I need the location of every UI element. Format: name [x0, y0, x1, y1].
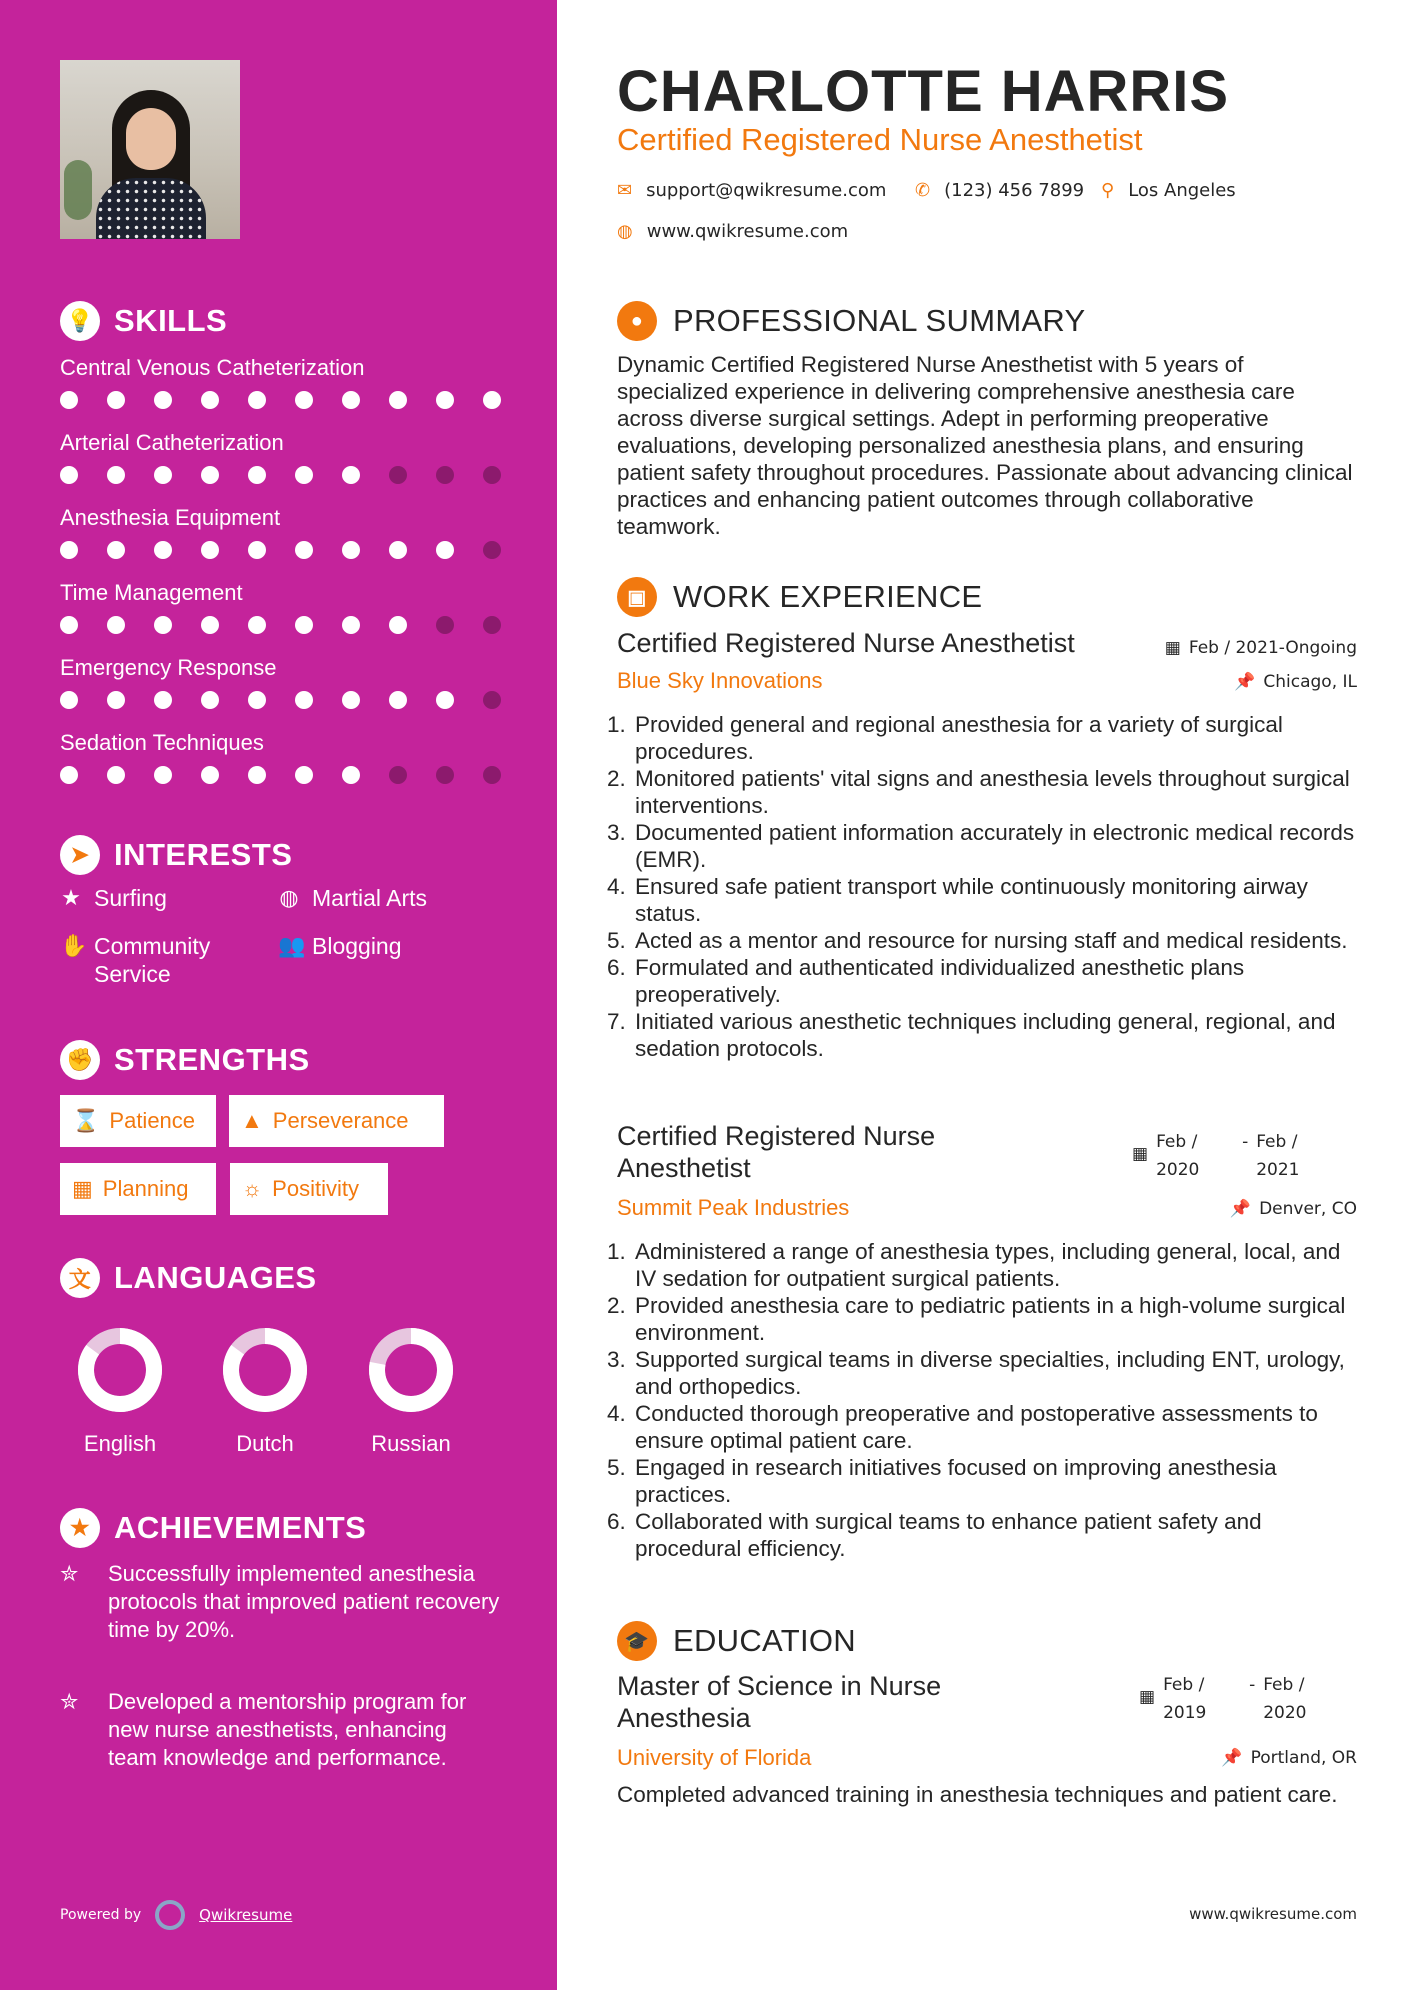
skill-dot [248, 766, 266, 784]
strengths-heading: ✊ STRENGTHS [60, 1040, 310, 1080]
skill-dot [60, 391, 78, 409]
skill-dot [483, 466, 501, 484]
powered-by: Powered by Qwikresume [60, 1900, 292, 1930]
duty-item: Conducted thorough preoperative and postoperative assessments to ensure optimal patient care. [635, 1401, 1318, 1453]
skill-dot [154, 391, 172, 409]
skill-level-dots [60, 691, 501, 709]
brand-link[interactable]: Qwikresume [199, 1906, 293, 1924]
skill-dot [154, 616, 172, 634]
skill-dot [483, 691, 501, 709]
job-location: 📌 Chicago, IL [1234, 672, 1357, 692]
skill-name: Sedation Techniques [60, 730, 264, 755]
skill-dot [154, 466, 172, 484]
skill-dot [248, 691, 266, 709]
skill-dot [436, 691, 454, 709]
language-level-ring [220, 1325, 310, 1415]
users-icon: 👥 [278, 933, 306, 958]
achievement-item: ✮ Developed a mentorship program for new nurse anesthetists, enhancing team knowledge and performance. [60, 1689, 467, 1770]
strength-badge: ☼ Positivity [230, 1163, 388, 1215]
skill-dot [389, 391, 407, 409]
interest-item: ✋ Community Service [60, 933, 211, 987]
company-name: Blue Sky Innovations [617, 668, 823, 693]
job-title: Certified Registered Nurse Anesthetist [617, 1121, 936, 1183]
achievements-heading: ★ ACHIEVEMENTS [60, 1508, 366, 1548]
duty-item: Provided general and regional anesthesia for a variety of surgical procedures. [635, 712, 1283, 764]
pin-icon: 📌 [1221, 1748, 1243, 1768]
skill-level-dots [60, 616, 501, 634]
qwikresume-logo-icon [155, 1900, 185, 1930]
star-icon: ★ [61, 885, 81, 910]
skill-dot [295, 691, 313, 709]
shooting-star-icon: ✮ [60, 1689, 79, 1714]
skill-level-dots [60, 391, 501, 409]
skill-dot [295, 541, 313, 559]
duty-item: Supported surgical teams in diverse specialties, including ENT, urology, and orthopedics. [635, 1347, 1345, 1399]
email-contact[interactable]: ✉ support@qwikresume.com [617, 180, 887, 201]
education-dates: ▦ Feb / 2019 - Feb / 2020 [1139, 1675, 1307, 1723]
skill-dot [201, 541, 219, 559]
job-duties [617, 711, 1357, 1062]
duty-item: Ensured safe patient transport while continuously monitoring airway status. [635, 874, 1308, 926]
footer-url[interactable]: www.qwikresume.com [1189, 1905, 1357, 1923]
degree-title: Master of Science in Nurse Anesthesia [617, 1671, 942, 1733]
duty-item: Documented patient information accurately in electronic medical records (EMR). [635, 820, 1355, 872]
language-level-ring [75, 1325, 165, 1415]
duty-item: Monitored patients' vital signs and anesthesia levels throughout surgical interventions. [635, 766, 1350, 818]
job-dates: ▦ Feb / 2021-Ongoing [1164, 638, 1357, 658]
experience-heading: ▣ WORK EXPERIENCE [617, 577, 982, 617]
skill-dot [389, 616, 407, 634]
skill-dot [342, 466, 360, 484]
skill-name: Emergency Response [60, 655, 277, 680]
skills-heading: 💡 SKILLS [60, 301, 227, 341]
strength-badge: ▦ Planning [60, 1163, 216, 1215]
language-name: Russian [371, 1431, 451, 1456]
location-contact: ⚲ Los Angeles [1101, 180, 1236, 201]
hourglass-icon: ⌛ [72, 1108, 100, 1133]
user-icon: ● [617, 301, 657, 341]
skill-dot [248, 616, 266, 634]
sidebar [0, 0, 557, 1990]
summary-text: Dynamic Certified Registered Nurse Anesthetist with 5 years of specialized experience in delivering comprehensive anesthesia care across diverse surgical settings. Adept in performing preoperative evaluations, developing personalized anesthesia plans, and ensuring patient safety throughout procedures. Passionate about advancing clinical practices and enhancing patient outcomes through collaborative teamwork. [617, 352, 1353, 539]
skill-dot [154, 691, 172, 709]
education-location: 📌 Portland, OR [1221, 1748, 1357, 1768]
company-name: Summit Peak Industries [617, 1195, 850, 1220]
job-location: 📌 Denver, CO [1229, 1199, 1357, 1219]
skill-name: Time Management [60, 580, 243, 605]
candidate-role: Certified Registered Nurse Anesthetist [617, 122, 1143, 157]
skill-dot [342, 691, 360, 709]
skill-dot [107, 691, 125, 709]
skill-dot [107, 766, 125, 784]
shooting-star-icon: ✮ [60, 1561, 79, 1586]
strength-badge: ⌛ Patience [60, 1095, 216, 1147]
skill-level-dots [60, 766, 501, 784]
interest-item: 👥 Blogging [278, 933, 402, 959]
language-icon: 文 [60, 1258, 100, 1298]
language-name: English [83, 1431, 157, 1456]
skill-dot [107, 466, 125, 484]
phone-icon: ✆ [915, 180, 931, 201]
language-level-ring [366, 1325, 456, 1415]
school-name: University of Florida [617, 1745, 812, 1770]
skill-dot [60, 616, 78, 634]
interest-item: ★ Surfing [61, 885, 167, 911]
website-contact[interactable]: ◍ www.qwikresume.com [617, 221, 849, 242]
lightbulb-icon: 💡 [60, 301, 100, 341]
language-item [356, 1325, 466, 1457]
phone-contact[interactable]: ✆ (123) 456 7899 [915, 180, 1085, 201]
skill-dot [389, 541, 407, 559]
skill-dot [342, 766, 360, 784]
skill-dot [436, 466, 454, 484]
language-name: Dutch [236, 1431, 294, 1456]
skill-dot [342, 616, 360, 634]
job-dates: ▦ Feb / 2020 - Feb / 2021 [1132, 1132, 1300, 1180]
graduation-cap-icon: 🎓 [617, 1621, 657, 1661]
skill-dot [295, 391, 313, 409]
globe-icon: ◍ [617, 221, 633, 242]
skill-dot [60, 766, 78, 784]
skill-dot [295, 766, 313, 784]
skill-dot [248, 541, 266, 559]
skill-dot [436, 616, 454, 634]
calendar-icon: ▦ [1132, 1144, 1149, 1164]
job-title: Certified Registered Nurse Anesthetist [617, 628, 1075, 658]
duty-item: Engaged in research initiatives focused on improving anesthesia practices. [635, 1455, 1277, 1507]
education-heading: 🎓 EDUCATION [617, 1621, 856, 1661]
skill-dot [295, 466, 313, 484]
skill-dot [436, 541, 454, 559]
skill-dot [201, 691, 219, 709]
candidate-name: CHARLOTTE HARRIS [617, 59, 1230, 124]
skill-dot [295, 616, 313, 634]
skill-dot [60, 466, 78, 484]
pin-icon: 📌 [1229, 1199, 1252, 1219]
summary-heading: ● PROFESSIONAL SUMMARY [617, 301, 1086, 341]
skill-dot [107, 541, 125, 559]
skill-dot [201, 391, 219, 409]
languages-heading: 文 LANGUAGES [60, 1258, 317, 1298]
calendar-icon: ▦ [72, 1176, 93, 1201]
skill-dot [107, 616, 125, 634]
skill-dot [483, 766, 501, 784]
skill-dot [107, 391, 125, 409]
achievement-item: ✮ Successfully implemented anesthesia protocols that improved patient recovery time by 20%. [60, 1561, 500, 1642]
skill-level-dots [60, 541, 501, 559]
skill-dot [154, 766, 172, 784]
skill-dot [342, 391, 360, 409]
skill-dot [201, 466, 219, 484]
skill-name: Anesthesia Equipment [60, 505, 281, 530]
envelope-icon: ✉ [617, 180, 633, 201]
duty-item: Formulated and authenticated individualized anesthetic plans preoperatively. [635, 955, 1245, 1007]
profile-photo [60, 60, 240, 239]
skill-name: Arterial Catheterization [60, 430, 284, 455]
strength-badge: ▲ Perseverance [229, 1095, 444, 1147]
skill-dot [389, 766, 407, 784]
skill-dot [389, 466, 407, 484]
skill-dot [342, 541, 360, 559]
job-duties [617, 1238, 1357, 1562]
globe-icon: ◍ [279, 885, 299, 910]
skill-dot [248, 466, 266, 484]
skill-dot [248, 391, 266, 409]
paper-plane-icon: ➤ [60, 835, 100, 875]
calendar-icon: ▦ [1139, 1687, 1156, 1707]
interest-item: ◍ Martial Arts [279, 885, 428, 911]
sun-icon: ☼ [242, 1176, 263, 1201]
language-item [65, 1325, 175, 1457]
duty-item: Administered a range of anesthesia types, including general, local, and IV sedation for outpatient surgical patients. [635, 1239, 1341, 1291]
interests-heading: ➤ INTERESTS [60, 835, 292, 875]
skill-dot [483, 541, 501, 559]
medal-icon: ★ [60, 1508, 100, 1548]
skill-dot [389, 691, 407, 709]
pin-icon: 📌 [1234, 672, 1256, 692]
hand-icon: ✋ [60, 933, 88, 958]
duty-item: Initiated various anesthetic techniques including general, regional, and sedation protocols. [635, 1009, 1336, 1061]
skill-dot [483, 391, 501, 409]
language-item [210, 1325, 320, 1457]
skill-level-dots [60, 466, 501, 484]
skill-dot [60, 691, 78, 709]
duty-item: Acted as a mentor and resource for nursing staff and medical residents. [635, 928, 1348, 953]
skill-name: Central Venous Catheterization [60, 355, 365, 380]
skill-dot [60, 541, 78, 559]
calendar-icon: ▦ [1164, 638, 1181, 658]
skill-dot [154, 541, 172, 559]
education-description: Completed advanced training in anesthesia techniques and patient care. [617, 1782, 1338, 1807]
briefcase-icon: ▣ [617, 577, 657, 617]
map-pin-icon: ⚲ [1101, 180, 1115, 201]
skill-dot [436, 766, 454, 784]
fist-icon: ✊ [60, 1040, 100, 1080]
skill-dot [201, 766, 219, 784]
road-icon: ▲ [241, 1108, 263, 1133]
skill-dot [483, 616, 501, 634]
skill-dot [436, 391, 454, 409]
duty-item: Collaborated with surgical teams to enhance patient safety and procedural efficiency. [635, 1509, 1262, 1561]
skill-dot [201, 616, 219, 634]
duty-item: Provided anesthesia care to pediatric patients in a high-volume surgical environment. [635, 1293, 1346, 1345]
main-content [617, 0, 1357, 1990]
